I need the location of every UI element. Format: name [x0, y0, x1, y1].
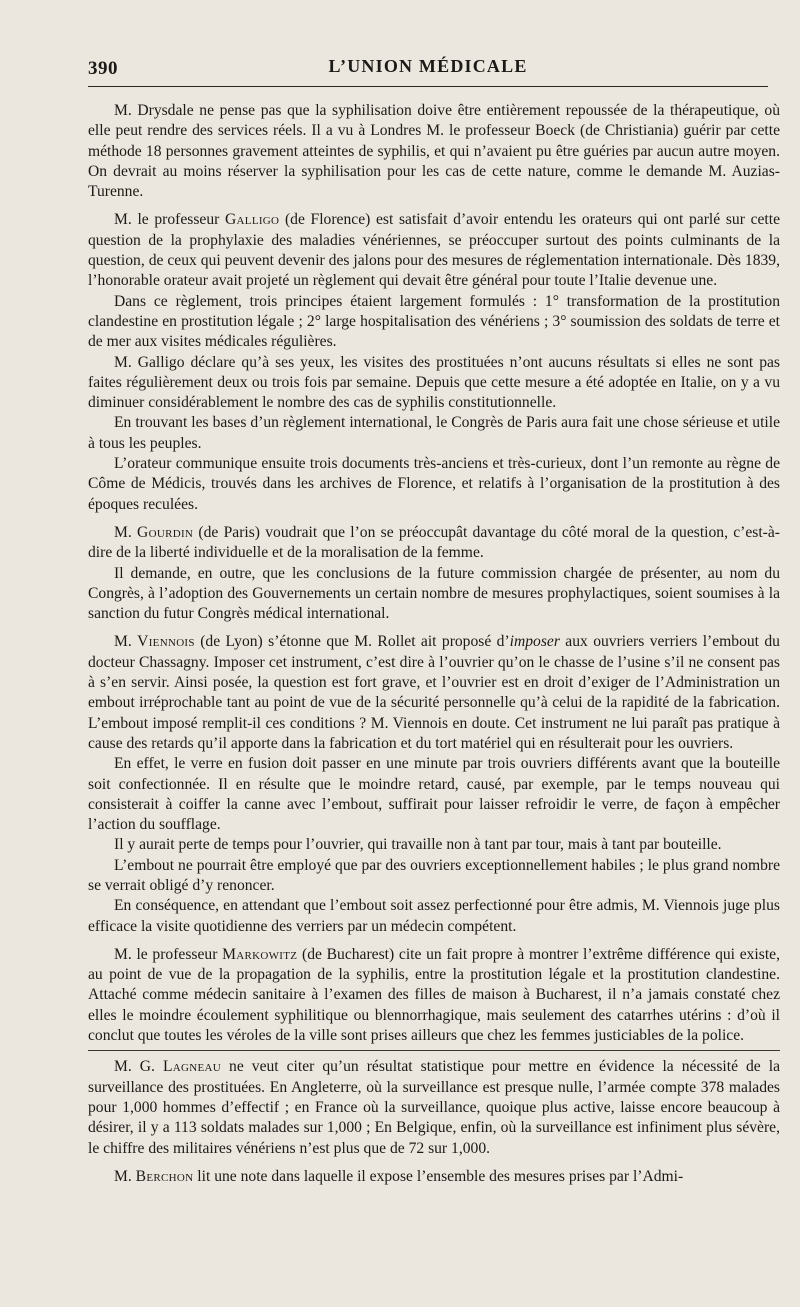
- page-number: 390: [88, 58, 118, 79]
- speaker-name: Galligo: [225, 211, 280, 229]
- paragraph-text: En trouvant les bases d’un règlement international, le Congrès de Paris aura fait une chose sérieuse et utile à tous les peuples.: [88, 414, 780, 452]
- journal-title: L’UNION MÉDICALE: [328, 56, 528, 76]
- speaker-name: Viennois: [137, 633, 195, 651]
- paragraph-text: (de Paris) voudrait que l’on se préoccupât davantage du côté moral de la question, c’est-à-dire de la liberté individuelle et de la moralisation de la femme.: [88, 523, 780, 562]
- paragraph-commission: [88, 564, 780, 625]
- paragraph-text: Dans ce règlement, trois principes étaient largement formulés : 1° transformation de la prostitution clandestine en prostitution légale ; 2° large hospitalisation des vénériens ; 3° soumission des soldats de terre et de mer aux visites médicales régulières.: [88, 292, 780, 351]
- speaker-prefix: M.: [114, 1167, 136, 1185]
- paragraph-text: En conséquence, en attendant que l’embout soit assez perfectionné pour être admis, M. Viennois juge plus efficace la visite quotidienne des verriers par un médecin compétent.: [88, 897, 780, 935]
- paragraph-text: En effet, le verre en fusion doit passer en une minute par trois ouvriers différents avant que la bouteille soit confectionnée. Il en résulte que le moindre retard, causé, par exemple, par le temps nouveau qui consisterait à coiffer la canne avec l’embout, suffirait pour laisser refroidir le verre, de façon à empêcher l’action du soufflage.: [88, 755, 780, 834]
- paragraph-galligo-visites: [88, 353, 780, 414]
- speaker-name: Markowitz: [222, 945, 298, 963]
- speaker-prefix: M. le professeur: [114, 945, 223, 963]
- speaker-name: Gourdin: [137, 523, 194, 541]
- paragraph-text: lit une note dans laquelle il expose l’ensemble des mesures prises par l’Admi-: [193, 1167, 684, 1185]
- running-head: [88, 52, 768, 82]
- paragraph-text: (de Lyon) s’étonne que M. Rollet ait proposé d’: [194, 633, 510, 651]
- paragraph-consequence: [88, 896, 780, 937]
- speaker-name: Berchon: [135, 1167, 194, 1185]
- paragraph-text: ne veut citer qu’un résultat statistique pour mettre en évidence la nécessité de la surveillance des prostituées. En Angleterre, où la surveillance est presque nulle, l’armée compte 378 malades pour 1,000 hommes d’effectif ; en France où la surveillance, quoique plus active, laisse encore beaucoup à désirer, il y a 113 soldats malades sur 1,000 ; En Belgique, enfin, où la surveillance est infiniment plus sévère, le chiffre des militaires vénériens n’est plus que de 72 sur 1,000.: [88, 1058, 780, 1157]
- paragraph-viennois: [88, 632, 780, 754]
- paragraph-text: Il y aurait perte de temps pour l’ouvrier, qui travaille non à tant par tour, mais à tant par bouteille.: [114, 836, 722, 854]
- header-rule: [88, 86, 768, 87]
- paragraph-documents: [88, 454, 780, 515]
- paragraph-text: (de Florence) est satisfait d’avoir entendu les orateurs qui ont parlé sur cette question de la prophylaxie des maladies vénériennes, se préoccuper surtout des points culminants de la question, de ceux qui peuvent devenir des jalons pour des mesures de réglementation internationale. Dès 1839, l’honorable orateur avait projeté un règlement qui devait être général pour toute l’Italie devenue une.: [88, 211, 780, 290]
- paragraph-text: aux ouvriers verriers l’embout du docteur Chassagny. Imposer cet instrument, c’est dire à l’ouvrier qu’on le chasse de l’usine s’il ne consent pas à s’en servir. Ainsi posée, la question est fort grave, et l’ouvrier est en droit d’exiger de l’Administration un embout irréprochable tant au point de vue de la sécurité personnelle qu’à celui de la rapidité de la fabrication. L’embout imposé remplit-il ces conditions ? M. Viennois en doute. Cet instrument ne lui paraît pas pratique à cause des retards qu’il apporte dans la fabrication et du tort matériel qui en résulterait pour les ouvriers.: [88, 633, 780, 752]
- emphasis-imposer: imposer: [509, 633, 560, 651]
- article-body: [88, 101, 780, 1187]
- paragraph-gourdin: [88, 523, 780, 564]
- section-divider: [88, 1050, 780, 1051]
- paragraph-text: M. Galligo déclare qu’à ses yeux, les visites des prostituées n’ont aucuns résultats si elles ne sont pas faites régulièrement deux ou trois fois par semaine. Depuis que cette mesure a été adoptée en Italie, on y a vu diminuer considérablement le nombre des cas de syphilis constitutionnelle.: [88, 353, 780, 412]
- paragraph-verre-fusion: [88, 754, 780, 835]
- paragraph-lagneau: [88, 1057, 780, 1158]
- paragraph-text: ne pense pas que la syphilisation doive être entièrement repoussée de la thérapeutique, où elle peut rendre des services réels. Il a vu à Londres M. le professeur Boeck (de Christiania) guérir par cette méthode 18 personnes gravement atteintes de syphilis, et qui n’avaient pu être guéries par aucun autre moyen. On devrait au moins réserver la syphilisation pour les cas de cette nature, comme le demande M. Auzias-Turenne.: [88, 102, 780, 201]
- paragraph-reglement: [88, 292, 780, 353]
- paragraph-perte-temps: [88, 835, 780, 855]
- paragraph-berchon: [88, 1167, 780, 1187]
- speaker-name: Lagneau: [162, 1058, 222, 1076]
- paragraph-text: L’orateur communique ensuite trois documents très-anciens et très-curieux, dont l’un remonte au règne de Côme de Médicis, trouvés dans les archives de Florence, et relatifs à l’organisation de la prostitution à des époques reculées.: [88, 455, 780, 513]
- paragraph-text: L’embout ne pourrait être employé que par des ouvriers exceptionnellement habiles ; le plus grand nombre se verrait obligé d’y renoncer.: [88, 856, 780, 894]
- speaker-prefix: M. le professeur: [114, 211, 225, 229]
- speaker-prefix: M.: [114, 633, 138, 651]
- speaker-name: M. Drysdale: [114, 102, 194, 119]
- paragraph-markowitz: [88, 945, 780, 1046]
- paragraph-text: Il demande, en outre, que les conclusions de la future commission chargée de présenter, au nom du Congrès, à l’adoption des Gouvernements un certain nombre de mesures prophylactiques, soient soumises à la sanction du futur Congrès médical international.: [88, 564, 780, 623]
- speaker-prefix: M. G.: [114, 1058, 163, 1076]
- speaker-prefix: M.: [114, 523, 138, 541]
- paragraph-embout-habiles: [88, 856, 780, 897]
- paragraph-text: (de Bucharest) cite un fait propre à montrer l’extrême différence qui existe, au point de vue de la propagation de la syphilis, entre la prostitution légale et la prostitution clandestine. Attaché comme médecin sanitaire à l’examen des filles de maison à Bucharest, il n’a jamais constaté chez elles le moindre écoulement syphilitique ou blennorrhagique, mais seulement des catarrhes utérins : d’où il conclut que toutes les véroles de la ville sont prises ailleurs que chez les femmes justiciables de la police.: [88, 945, 780, 1045]
- paragraph-congres-paris: [88, 413, 780, 454]
- paragraph-drysdale: [88, 101, 780, 202]
- paragraph-galligo: [88, 210, 780, 291]
